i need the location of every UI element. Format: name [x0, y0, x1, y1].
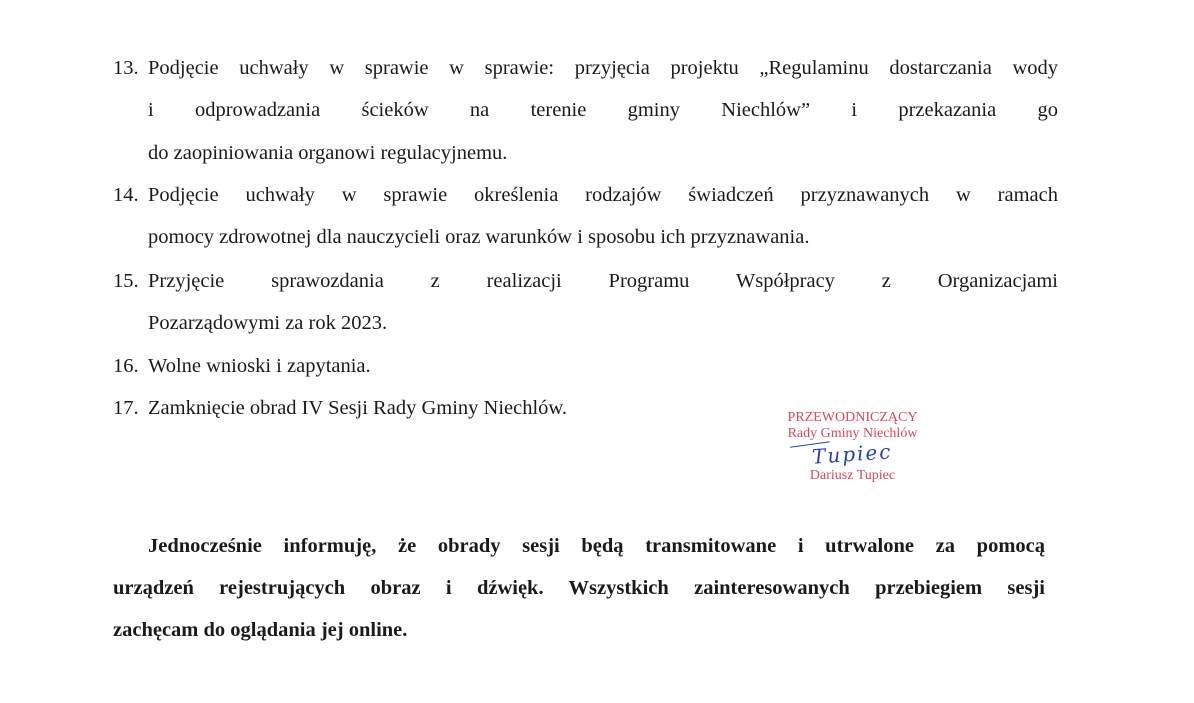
stamp-title: PRZEWODNICZĄCY: [787, 410, 918, 425]
stamp-body: Rady Gminy Niechlów: [787, 426, 918, 441]
item-text-line: do zaopiniowania organowi regulacyjnemu.: [148, 142, 508, 164]
item-text-line: Pozarządowymi za rok 2023.: [148, 312, 388, 334]
notice-line: Jednocześnie informuję, że obrady sesji będą transmitowane i utrwalone za pomocą: [148, 535, 1045, 557]
signature-row: [760, 439, 945, 469]
item-number: 16.: [113, 355, 139, 377]
item-text-line: i odprowadzania ścieków na terenie gminy Niechlów” i przekazania go: [148, 99, 1058, 121]
item-text-line: Podjęcie uchwały w sprawie określenia rodzajów świadczeń przyznawanych w ramach: [148, 184, 1058, 206]
notice-line: urządzeń rejestrujących obraz i dźwięk. Wszystkich zainteresowanych przebiegiem sesji: [113, 577, 1045, 599]
stamp-name: Dariusz Tupiec: [809, 468, 896, 483]
item-number: 13.: [113, 57, 139, 79]
chairman-stamp: [760, 410, 945, 484]
item-text-line: Zamknięcie obrad IV Sesji Rady Gminy Niechlów.: [148, 397, 568, 419]
item-text-line: pomocy zdrowotnej dla nauczycieli oraz warunków i sposobu ich przyznawania.: [148, 226, 810, 248]
item-text-line: Podjęcie uchwały w sprawie w sprawie: przyjęcia projektu „Regulaminu dostarczania wody: [148, 57, 1058, 79]
handwritten-signature: Tupiec: [811, 439, 894, 469]
item-number: 17.: [113, 397, 139, 419]
item-number: 15.: [113, 270, 139, 292]
item-text-line: Wolne wnioski i zapytania.: [148, 355, 371, 377]
item-text-line: Przyjęcie sprawozdania z realizacji Programu Współpracy z Organizacjami: [148, 270, 1058, 292]
item-number: 14.: [113, 184, 139, 206]
notice-line: zachęcam do oglądania jej online.: [113, 619, 408, 641]
